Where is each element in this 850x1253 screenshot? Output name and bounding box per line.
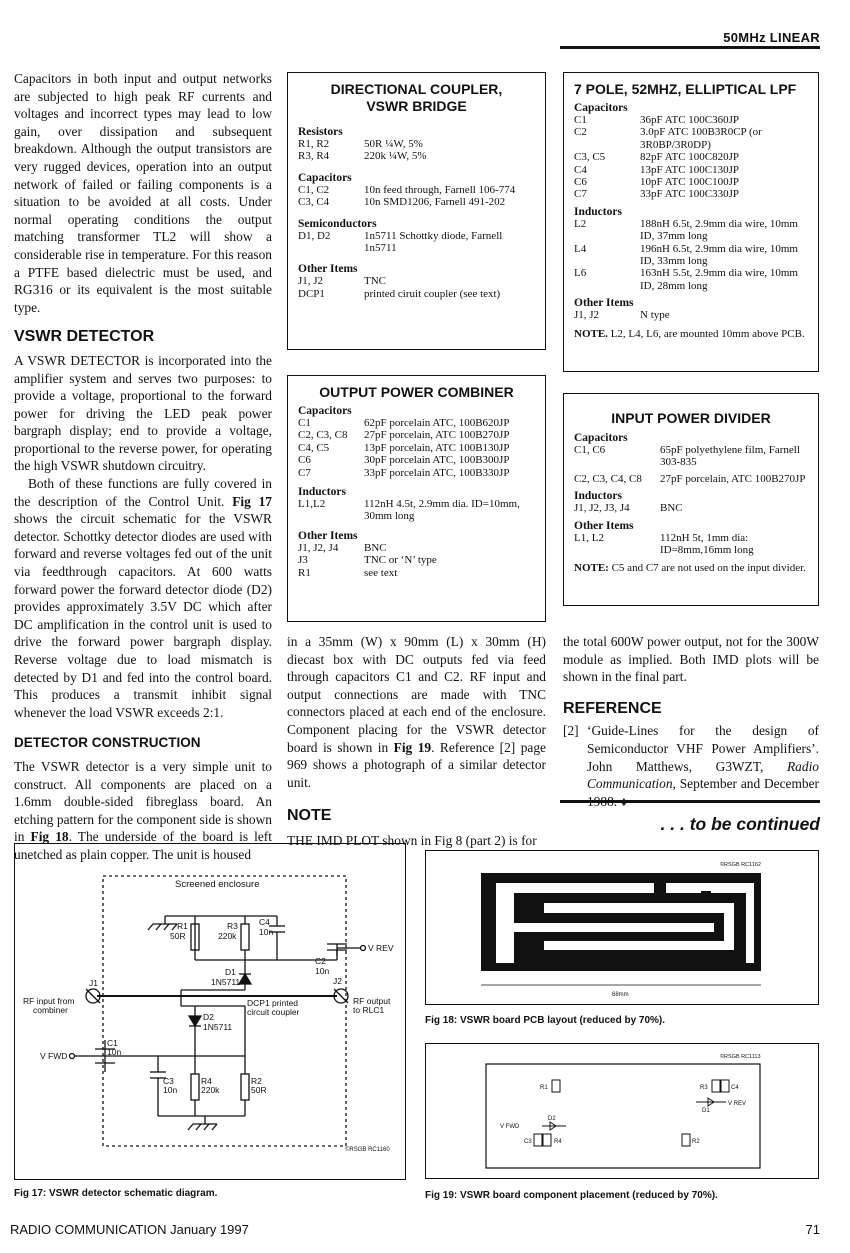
label-d2-value: 1N5711 bbox=[203, 1022, 233, 1032]
fig18-copyright: ©RSGB RC1162 bbox=[720, 862, 761, 868]
vswr-paragraph: A VSWR DETECTOR is incorporated into the amplifier system and serves two purposes: to provide a voltage, proportional to the forward power for driving the LED peak power bargraph display; end to provide a voltage, proportional to the reverse power, for operating the high VSWR shutdown circuitry. bbox=[14, 352, 272, 474]
part-row: R1, R2 50R ¼W, 5% bbox=[298, 138, 423, 150]
construction-paragraph: The VSWR detector is a very simple unit to construct. All components are placed on a 1.6mm double-sided fibreglass board. An etching pattern for the component side is shown in Fig 18. The underside of the board is left unetched as plain copper. The unit is housed bbox=[14, 758, 272, 862]
part-row: C6 30pF porcelain ATC, 100B300JP bbox=[298, 454, 510, 467]
heading-reference: REFERENCE bbox=[563, 699, 662, 717]
label-r4: R4 bbox=[554, 1139, 562, 1145]
fig19-ref: Fig 19 bbox=[393, 739, 432, 755]
label-vrev: V REV bbox=[368, 943, 394, 953]
part-row: L4 196nH 6.5t, 2.9mm dia wire, 10mm ID, 33mm long bbox=[574, 242, 798, 268]
part-row: L1,L2 112nH 4.5t, 2.9mm dia. ID=10mm, 30mm long bbox=[298, 498, 520, 523]
heading-detector-construction: DETECTOR CONSTRUCTION bbox=[14, 735, 201, 751]
part-row: C4, C5 13pF porcelain, ATC 100B130JP bbox=[298, 441, 510, 454]
group-heading: Inductors bbox=[574, 490, 622, 503]
part-row: C3, C5 82pF ATC 100C820JP bbox=[574, 151, 740, 164]
group-heading: Other Items bbox=[298, 529, 358, 542]
imd-paragraph: the total 600W power output, not for the 300W module as implied. Both IMD plots will be shown in the final part. bbox=[563, 634, 819, 685]
fig19-caption: Fig 19: VSWR board component placement (reduced by 70%). bbox=[425, 1190, 718, 1201]
label-rf-output-2: to RLC1 bbox=[353, 1005, 385, 1015]
fig19-copyright: ©RSGB RC1113 bbox=[720, 1054, 761, 1060]
label-r4-value: 220k bbox=[201, 1085, 220, 1095]
fig17-caption: Fig 17: VSWR detector schematic diagram. bbox=[14, 1188, 218, 1199]
part-row: C1 62pF porcelain ATC, 100B620JP bbox=[298, 417, 510, 429]
part-row: J1, J2, J4 BNC bbox=[298, 541, 387, 554]
label-d2: D2 bbox=[548, 1116, 556, 1122]
fig17-copyright: ©RSGB RC1160 bbox=[345, 1147, 390, 1153]
group-heading: Inductors bbox=[574, 205, 622, 218]
part-row: DCP1 printed ciruit coupler (see text) bbox=[298, 287, 501, 300]
group-heading: Capacitors bbox=[298, 405, 352, 417]
housing-paragraph: in a 35mm (W) x 90mm (L) x 30mm (H) diecast box with DC outputs fed via feed through capacitors C1 and C2. RF input and output connections are made with TNC connectors placed at each end of the enclosure. Component placing for the VSWR detector board is shown in Fig 19. Reference [2] page 969 shows a photograph of a similar detector unit. bbox=[287, 634, 546, 790]
part-row: C7 33pF ATC 100C330JP bbox=[574, 188, 740, 201]
part-row: J1, J2 N type bbox=[574, 309, 670, 322]
label-r3: R3 bbox=[700, 1085, 708, 1091]
label-c1-value: 10n bbox=[107, 1047, 122, 1057]
label-r1: R1 bbox=[540, 1085, 548, 1091]
label-j1: J1 bbox=[89, 978, 98, 988]
header-rule bbox=[560, 46, 820, 49]
part-row: L2 188nH 6.5t, 2.9mm dia wire, 10mm ID, 37mm long bbox=[574, 217, 798, 243]
group-heading: Other Items bbox=[574, 297, 634, 310]
label-c3: C3 bbox=[163, 1076, 174, 1086]
label-c4: C4 bbox=[731, 1085, 739, 1091]
label-dcp1: DCP1 printed bbox=[247, 998, 299, 1008]
label-rf-output: RF output bbox=[353, 996, 391, 1006]
section-tag: 50MHz LINEAR bbox=[723, 30, 820, 45]
column-1 bbox=[14, 70, 272, 864]
footer-journal: RADIO COMMUNICATION January 1997 bbox=[10, 1222, 249, 1237]
label-vfwd: V FWD bbox=[500, 1124, 520, 1130]
part-row: J1, J2 TNC bbox=[298, 275, 386, 288]
fig19-component-placement bbox=[425, 1043, 819, 1179]
box-note: NOTE. L2, L4, L6, are mounted 10mm above PCB. bbox=[574, 327, 805, 340]
column-2 bbox=[287, 633, 546, 850]
to-be-continued: . . . to be continued bbox=[660, 814, 820, 834]
label-d2: D2 bbox=[203, 1012, 214, 1022]
label-j2: J2 bbox=[333, 976, 342, 986]
part-row: C1 36pF ATC 100C360JP bbox=[574, 114, 740, 126]
intro-paragraph: Capacitors in both input and output networks are subjected to high peak RF currents and voltages and incorrect types may lead to low gain, over dissipation and subsequent breakdown. Although the output transistors are very rugged devices, operation into an output network of failed or failing components is a situation to be avoided at all costs. Under normal operating conditions the output matching transformer TL2 will show a considerable rise in temperature. For this reason a PTFE based dielectric must be used, and RG316 or its equivalent is the most suitable type. bbox=[14, 71, 272, 315]
label-c2-value: 10n bbox=[315, 966, 330, 976]
group-heading: Other Items bbox=[298, 263, 358, 276]
parts-box-elliptical-lpf bbox=[563, 72, 819, 372]
label-dcp1-2: circuit coupler bbox=[247, 1007, 300, 1017]
part-row: L6 163nH 5.5t, 2.9mm dia wire, 10mm ID, 28mm long bbox=[574, 267, 798, 292]
part-row: C2, C3, C4, C8 27pF porcelain, ATC 100B270JP bbox=[574, 472, 806, 485]
resistor-r3 bbox=[241, 924, 249, 950]
functions-paragraph: Both of these functions are fully covered in the description of the Control Unit. Fig 17 shows the circuit schematic for the VSWR detector. Schottky detector diodes are used with forward and reverse voltages fed out of the unit via feedthrough capacitors. At 600 watts forward power the forward detector diode (D2) provides approximately 3.5V DC which after DC amplification in the control unit is used to drive the forward power bargraph display. Reverse voltage due to load mismatch is detected by D1 and fed into the control board. This produces a transmit inhibit signal whenever the load VSWR exceeds 2:1. bbox=[14, 476, 272, 720]
part-row: J3 TNC or ‘N’ type bbox=[298, 554, 437, 567]
group-heading: Other Items bbox=[574, 519, 634, 532]
box-note: NOTE: C5 and C7 are not used on the input divider. bbox=[574, 562, 806, 575]
label-r4: R4 bbox=[201, 1076, 212, 1086]
heading-vswr-detector: VSWR DETECTOR bbox=[14, 328, 155, 346]
group-heading: Capacitors bbox=[574, 102, 628, 114]
schematic-drawing bbox=[15, 844, 404, 1178]
box-title: 7 POLE, 52MHZ, ELLIPTICAL LPF bbox=[574, 81, 797, 97]
label-rf-input-2: combiner bbox=[33, 1005, 68, 1015]
label-r1-value: 50R bbox=[170, 931, 186, 941]
reference-item: [2] ‘Guide-Lines for the design of Semiconductor VHF Power Amplifiers’. John Matthews, G3WZT, Radio Communication, September and December bbox=[563, 722, 819, 810]
continued-rule bbox=[560, 800, 820, 803]
fig18-dimension: 68mm bbox=[612, 992, 629, 998]
part-row: C4 13pF ATC 100C130JP bbox=[574, 163, 740, 176]
label-d1: D1 bbox=[225, 967, 236, 977]
label-c3-value: 10n bbox=[163, 1085, 178, 1095]
part-row: L1, L2 112nH 5t, 1mm dia: ID=8mm,16mm long bbox=[574, 531, 754, 557]
label-rf-input: RF input from bbox=[23, 996, 75, 1006]
placement-drawing bbox=[426, 1044, 817, 1177]
box-title: OUTPUT POWER COMBINER bbox=[319, 384, 514, 400]
group-heading: Capacitors bbox=[574, 432, 628, 444]
column-3 bbox=[563, 633, 819, 810]
label-c2: C2 bbox=[315, 956, 326, 966]
part-row: R3, R4 220k ¼W, 5% bbox=[298, 150, 427, 163]
resistor-r2 bbox=[241, 1074, 249, 1100]
pcb-gap bbox=[496, 883, 514, 963]
label-c1: C1 bbox=[107, 1038, 118, 1048]
part-row: C7 33pF porcelain ATC, 100B330JP bbox=[298, 466, 510, 479]
part-row: D1, D2 1n5711 Schottky diode, Farnell 1n5711 bbox=[298, 229, 503, 255]
box-title: DIRECTIONAL COUPLER, bbox=[330, 81, 503, 97]
part-row: C6 10pF ATC 100C100JP bbox=[574, 176, 740, 189]
part-row: C2 3.0pF ATC 100B3R0CP (or 3R0BP/3R0DP) bbox=[574, 126, 762, 151]
label-r3-value: 220k bbox=[218, 931, 237, 941]
group-heading: Inductors bbox=[298, 486, 346, 499]
label-vfwd: V FWD bbox=[40, 1051, 68, 1061]
part-row: C1, C2 10n feed through, Farnell 106-774 bbox=[298, 183, 516, 196]
label-c4: C4 bbox=[259, 917, 270, 927]
label-c3: C3 bbox=[524, 1139, 532, 1145]
box-title: INPUT POWER DIVIDER bbox=[611, 410, 771, 426]
label-r2-value: 50R bbox=[251, 1085, 267, 1095]
group-heading: Capacitors bbox=[298, 171, 352, 184]
part-row: C3, C4 10n SMD1206, Farnell 491-202 bbox=[298, 196, 506, 209]
label-r3: R3 bbox=[227, 921, 238, 931]
group-heading: Semiconductors bbox=[298, 217, 377, 230]
part-row: C2, C3, C8 27pF porcelain, ATC 100B270JP bbox=[298, 429, 510, 442]
label-r1: R1 bbox=[177, 921, 188, 931]
fig17-ref: Fig 17 bbox=[232, 493, 272, 509]
fig17-schematic bbox=[14, 843, 406, 1180]
parts-box-output-combiner bbox=[287, 375, 546, 622]
label-d1-value: 1N5711 bbox=[211, 977, 241, 987]
label-d1: D1 bbox=[702, 1108, 710, 1114]
part-row: C1, C6 65pF polyethylene film, Farnell 303-835 bbox=[574, 444, 800, 469]
group-heading: Resistors bbox=[298, 126, 343, 138]
part-row: J1, J2, J3, J4 BNC bbox=[574, 502, 683, 515]
note-paragraph: THE IMD PLOT shown in Fig 8 (part 2) is for bbox=[287, 832, 537, 848]
resistor-r4 bbox=[191, 1074, 199, 1100]
label-r2: R2 bbox=[692, 1139, 700, 1145]
label-enclosure: Screened enclosure bbox=[175, 879, 260, 890]
heading-note: NOTE bbox=[287, 807, 332, 825]
label-r2: R2 bbox=[251, 1076, 262, 1086]
box-title: VSWR BRIDGE bbox=[366, 98, 467, 114]
label-c4-value: 10n bbox=[259, 927, 274, 937]
page-number: 71 bbox=[805, 1222, 820, 1237]
fig18-pcb-layout bbox=[425, 850, 819, 1005]
parts-box-input-divider bbox=[563, 393, 819, 606]
parts-box-directional-coupler bbox=[287, 72, 546, 350]
part-row: R1 see text bbox=[298, 566, 398, 579]
pcb-drawing bbox=[426, 851, 817, 1003]
fig18-caption: Fig 18: VSWR board PCB layout (reduced by 70%). bbox=[425, 1015, 666, 1026]
label-vrev: V REV bbox=[728, 1101, 747, 1107]
fig18-ref: Fig 18 bbox=[30, 829, 69, 845]
